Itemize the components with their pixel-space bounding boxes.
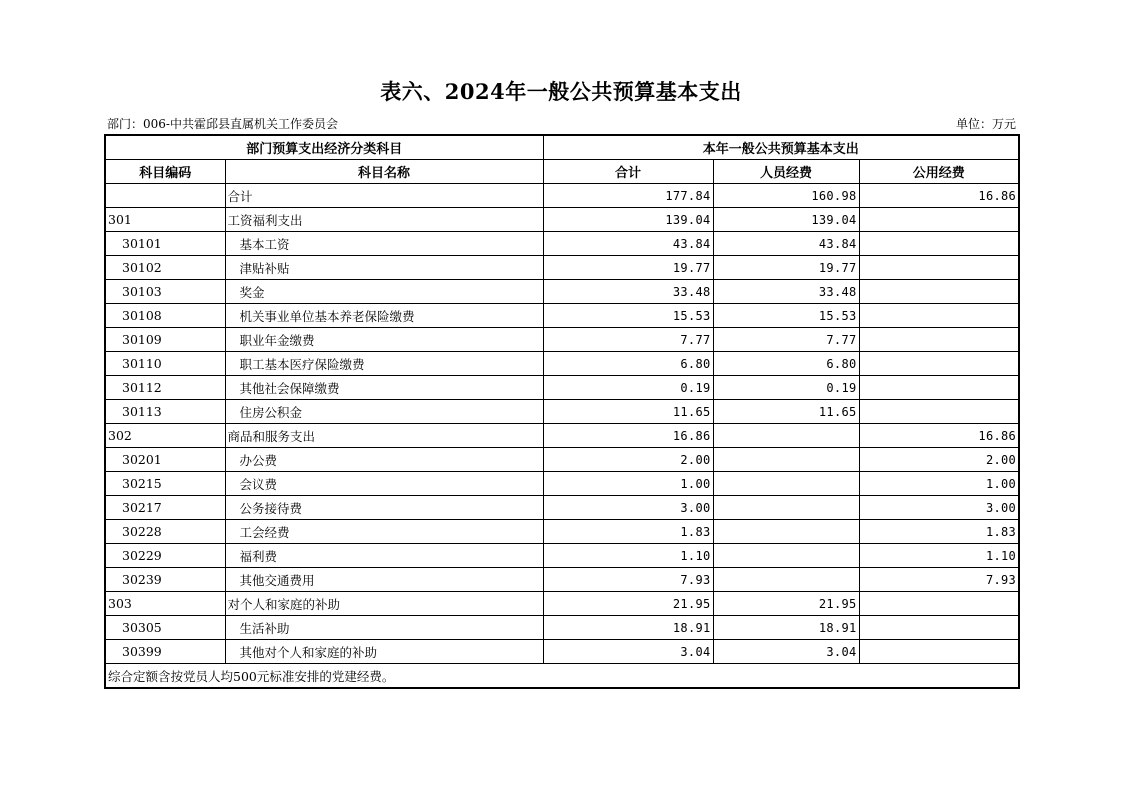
cell-code: 302 [105,424,225,448]
table-row [105,232,1019,256]
cell-code: 30109 [105,328,225,352]
table-row [105,496,1019,520]
cell-public [859,352,1019,376]
cell-personnel [713,448,859,472]
table-row [105,520,1019,544]
cell-name: 商品和服务支出 [225,424,543,448]
cell-code: 30217 [105,496,225,520]
table-row [105,400,1019,424]
cell-name: 福利费 [225,544,543,568]
cell-public [859,304,1019,328]
table-row [105,472,1019,496]
cell-total: 0.19 [543,376,713,400]
cell-total: 177.84 [543,184,713,208]
department-label: 部门：006-中共霍邱县直属机关工作委员会 [107,117,338,131]
cell-personnel: 7.77 [713,328,859,352]
cell-public [859,232,1019,256]
cell-code: 303 [105,592,225,616]
cell-public [859,400,1019,424]
cell-name: 工会经费 [225,520,543,544]
cell-name: 其他对个人和家庭的补助 [225,640,543,664]
cell-personnel: 33.48 [713,280,859,304]
cell-name: 会议费 [225,472,543,496]
cell-total: 11.65 [543,400,713,424]
cell-personnel: 11.65 [713,400,859,424]
header-group-right: 本年一般公共预算基本支出 [543,135,1019,160]
cell-public: 16.86 [859,184,1019,208]
cell-total: 1.83 [543,520,713,544]
table-row [105,328,1019,352]
cell-total: 21.95 [543,592,713,616]
header-group-left: 部门预算支出经济分类科目 [105,135,543,160]
table-row [105,256,1019,280]
cell-public [859,616,1019,640]
header-public: 公用经费 [859,160,1019,184]
header-name: 科目名称 [225,160,543,184]
cell-name: 公务接待费 [225,496,543,520]
cell-personnel: 139.04 [713,208,859,232]
note-row [105,664,1019,689]
cell-personnel [713,424,859,448]
cell-name: 津贴补贴 [225,256,543,280]
table-row [105,640,1019,664]
cell-personnel: 18.91 [713,616,859,640]
cell-public [859,376,1019,400]
cell-name: 生活补助 [225,616,543,640]
cell-public [859,280,1019,304]
cell-personnel: 19.77 [713,256,859,280]
cell-name: 奖金 [225,280,543,304]
cell-code [105,184,225,208]
cell-code: 30201 [105,448,225,472]
cell-name: 职工基本医疗保险缴费 [225,352,543,376]
cell-public: 7.93 [859,568,1019,592]
cell-total: 3.04 [543,640,713,664]
cell-total: 19.77 [543,256,713,280]
cell-code: 30102 [105,256,225,280]
cell-code: 30101 [105,232,225,256]
cell-total: 6.80 [543,352,713,376]
cell-total: 16.86 [543,424,713,448]
table-row [105,568,1019,592]
cell-public: 2.00 [859,448,1019,472]
cell-total: 3.00 [543,496,713,520]
cell-code: 30228 [105,520,225,544]
cell-code: 30215 [105,472,225,496]
cell-personnel [713,496,859,520]
table-row [105,592,1019,616]
cell-personnel: 15.53 [713,304,859,328]
cell-public: 1.00 [859,472,1019,496]
cell-code: 30108 [105,304,225,328]
cell-code: 30399 [105,640,225,664]
cell-personnel: 160.98 [713,184,859,208]
unit-label: 单位：万元 [955,117,1016,131]
cell-personnel [713,568,859,592]
cell-public [859,640,1019,664]
cell-total: 15.53 [543,304,713,328]
header-row-group [105,135,1019,160]
cell-code: 30239 [105,568,225,592]
cell-personnel [713,520,859,544]
page-title: 表六、2024年一般公共预算基本支出 [380,79,742,104]
cell-public: 1.83 [859,520,1019,544]
cell-personnel: 0.19 [713,376,859,400]
cell-personnel: 3.04 [713,640,859,664]
cell-name: 工资福利支出 [225,208,543,232]
cell-public [859,328,1019,352]
table-row [105,280,1019,304]
cell-personnel [713,544,859,568]
cell-name: 办公费 [225,448,543,472]
budget-table [104,134,1020,689]
cell-name: 机关事业单位基本养老保险缴费 [225,304,543,328]
cell-code: 30110 [105,352,225,376]
table-row [105,424,1019,448]
header-personnel: 人员经费 [713,160,859,184]
cell-total: 2.00 [543,448,713,472]
cell-name: 其他交通费用 [225,568,543,592]
cell-personnel: 43.84 [713,232,859,256]
cell-public: 16.86 [859,424,1019,448]
cell-total: 139.04 [543,208,713,232]
cell-total: 43.84 [543,232,713,256]
cell-total: 33.48 [543,280,713,304]
cell-personnel: 6.80 [713,352,859,376]
header-code: 科目编码 [105,160,225,184]
table-row [105,184,1019,208]
table-row [105,352,1019,376]
cell-code: 30103 [105,280,225,304]
cell-total: 7.93 [543,568,713,592]
cell-code: 30229 [105,544,225,568]
table-body [105,184,1019,664]
cell-public [859,592,1019,616]
cell-public: 1.10 [859,544,1019,568]
header-total: 合计 [543,160,713,184]
footnote: 综合定额含按党员人均500元标准安排的党建经费。 [105,664,1019,689]
table-row [105,208,1019,232]
cell-total: 1.00 [543,472,713,496]
cell-total: 18.91 [543,616,713,640]
cell-code: 30113 [105,400,225,424]
cell-code: 30112 [105,376,225,400]
cell-name: 职业年金缴费 [225,328,543,352]
cell-name: 基本工资 [225,232,543,256]
cell-code: 30305 [105,616,225,640]
header-row-columns [105,160,1019,184]
cell-name: 对个人和家庭的补助 [225,592,543,616]
cell-public [859,256,1019,280]
cell-personnel: 21.95 [713,592,859,616]
cell-total: 1.10 [543,544,713,568]
cell-name: 其他社会保障缴费 [225,376,543,400]
cell-public [859,208,1019,232]
table-row [105,304,1019,328]
table-row [105,448,1019,472]
cell-public: 3.00 [859,496,1019,520]
cell-name: 合计 [225,184,543,208]
cell-code: 301 [105,208,225,232]
cell-personnel [713,472,859,496]
table-row [105,616,1019,640]
table-row [105,376,1019,400]
cell-total: 7.77 [543,328,713,352]
cell-name: 住房公积金 [225,400,543,424]
table-row [105,544,1019,568]
